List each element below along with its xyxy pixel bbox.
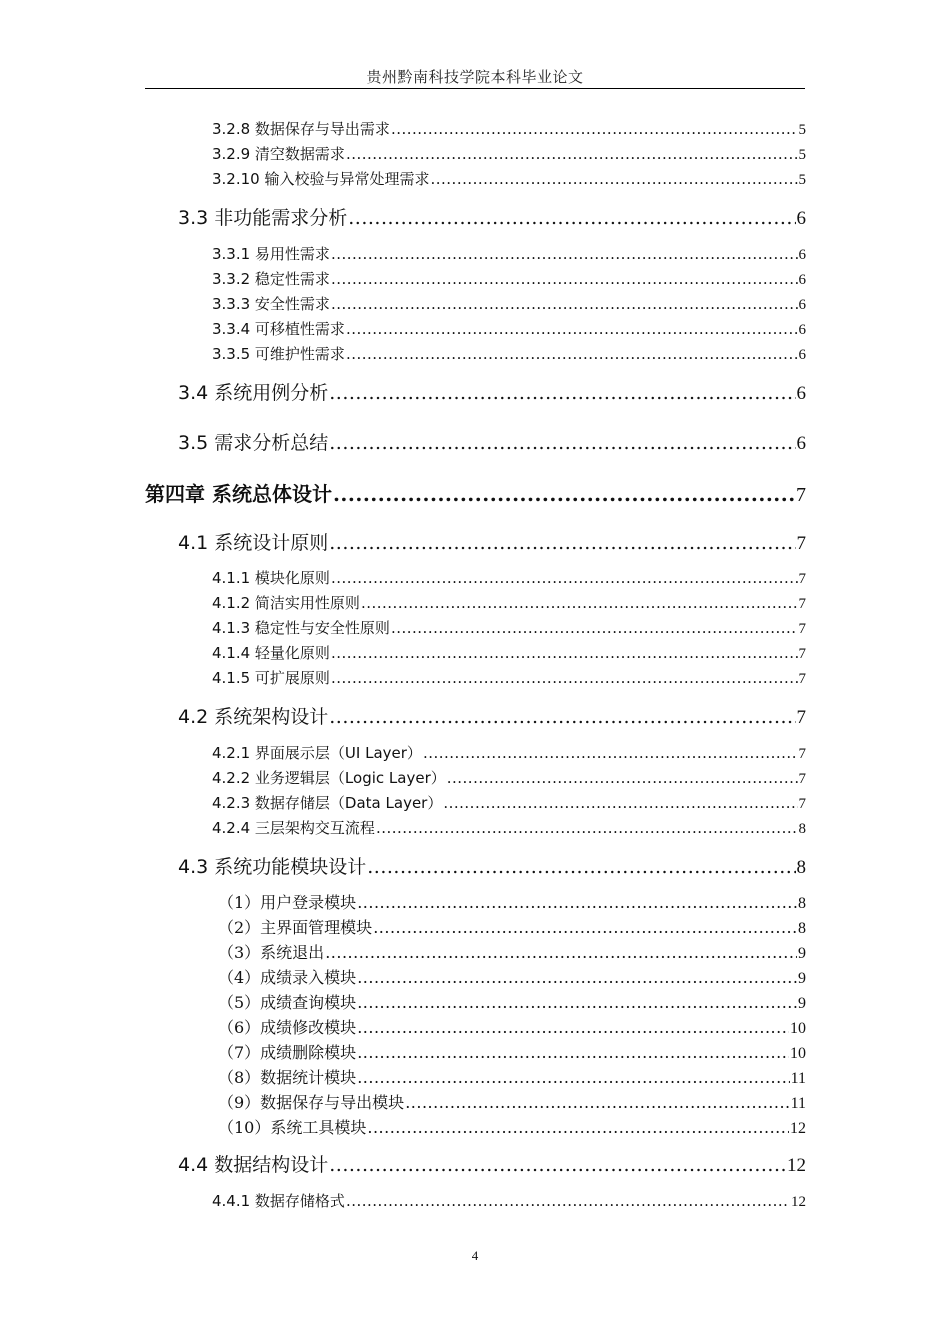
toc-entry-label: （10）系统工具模块 [218,1118,367,1137]
toc-entry-item[interactable] [218,1115,806,1136]
toc-entry-sub[interactable] [212,243,806,263]
toc-entry-page-number: 7 [798,771,806,787]
toc-entry-page-number: 7 [798,796,806,812]
page-number: 4 [471,1248,479,1263]
toc-entry-page-number: 7 [796,707,806,728]
toc-entry-label: 4.2 系统架构设计 [178,706,329,728]
toc-entry-item[interactable] [218,890,806,911]
toc-dot-leader [405,1093,789,1112]
toc-entry-item[interactable] [218,1090,806,1111]
toc-entry-page-number: 9 [798,945,806,962]
toc-dot-leader [361,594,798,612]
toc-dot-leader [391,120,798,138]
toc-entry-item[interactable] [218,940,806,961]
toc-entry-label: （6）成绩修改模块 [218,1018,357,1037]
toc-entry-sub[interactable] [212,792,806,812]
toc-entry-sub[interactable] [212,293,806,313]
toc-entry-label: 3.5 需求分析总结 [178,432,329,454]
toc-entry-page-number: 8 [798,920,806,937]
toc-entry-label: （2）主界面管理模块 [218,918,373,937]
toc-entry-sub[interactable] [212,1190,806,1210]
toc-entry-sub[interactable] [212,168,806,188]
toc-entry-label: 3.3.3 安全性需求 [212,295,330,313]
toc-entry-page-number: 8 [798,821,806,837]
toc-entry-section[interactable] [178,378,806,403]
toc-entry-page-number: 12 [787,1155,806,1176]
toc-entry-label: （1）用户登录模块 [218,893,357,912]
toc-entry-page-number: 7 [798,746,806,762]
toc-dot-leader [443,794,797,812]
toc-entry-page-number: 9 [798,970,806,987]
toc-entry-label: （8）数据统计模块 [218,1068,357,1087]
toc-entry-item[interactable] [218,965,806,986]
toc-entry-label: 4.2.1 界面展示层（UI Layer） [212,744,422,762]
toc-entry-label: （9）数据保存与导出模块 [218,1093,405,1112]
toc-entry-page-number: 6 [796,383,806,404]
toc-entry-section[interactable] [178,702,806,727]
toc-entry-sub[interactable] [212,817,806,837]
toc-entry-label: 4.4 数据结构设计 [178,1154,329,1176]
toc-entry-page-number: 5 [798,122,806,138]
toc-entry-section[interactable] [178,203,806,228]
toc-dot-leader [357,968,797,987]
toc-entry-section[interactable] [178,528,806,553]
toc-entry-item[interactable] [218,1065,806,1086]
toc-dot-leader [329,432,795,454]
toc-entry-page-number: 6 [796,208,806,229]
toc-entry-page-number: 9 [798,995,806,1012]
toc-dot-leader [430,170,797,188]
toc-entry-sub[interactable] [212,767,806,787]
toc-entry-page-number: 6 [798,322,806,338]
toc-dot-leader [348,207,795,229]
toc-dot-leader [357,993,797,1012]
toc-entry-page-number: 7 [796,484,806,506]
toc-entry-page-number: 7 [798,671,806,687]
toc-entry-page-number: 6 [796,433,806,454]
toc-dot-leader [346,320,798,338]
toc-entry-label: 3.2.9 清空数据需求 [212,145,345,163]
toc-entry-label: 3.2.8 数据保存与导出需求 [212,120,390,138]
toc-dot-leader [423,744,798,762]
toc-dot-leader [333,482,795,506]
toc-dot-leader [376,819,798,837]
toc-entry-page-number: 7 [798,621,806,637]
toc-entry-sub[interactable] [212,592,806,612]
toc-entry-sub[interactable] [212,143,806,163]
toc-dot-leader [346,345,798,363]
toc-dot-leader [329,382,795,404]
toc-entry-label: 3.3.4 可移植性需求 [212,320,345,338]
toc-entry-page-number: 12 [791,1194,806,1210]
toc-dot-leader [329,532,795,554]
toc-dot-leader [391,619,798,637]
toc-entry-page-number: 12 [790,1120,806,1137]
toc-entry-sub[interactable] [212,268,806,288]
toc-dot-leader [357,1018,789,1037]
toc-dot-leader [331,270,798,288]
toc-entry-section[interactable] [178,428,806,453]
toc-entry-sub[interactable] [212,667,806,687]
toc-dot-leader [346,145,798,163]
toc-entry-page-number: 11 [790,1095,806,1112]
toc-dot-leader [325,943,797,962]
toc-entry-page-number: 8 [796,857,806,878]
toc-entry-item[interactable] [218,1040,806,1061]
toc-entry-label: （4）成绩录入模块 [218,968,357,987]
toc-entry-label: 4.1.2 简洁实用性原则 [212,594,360,612]
toc-dot-leader [357,893,797,912]
toc-entry-sub[interactable] [212,567,806,587]
toc-entry-label: 4.3 系统功能模块设计 [178,856,367,878]
toc-entry-page-number: 11 [790,1070,806,1087]
toc-entry-chapter[interactable] [145,478,806,504]
toc-dot-leader [367,856,795,878]
toc-entry-page-number: 5 [798,172,806,188]
toc-entry-page-number: 7 [798,571,806,587]
toc-entry-page-number: 7 [796,533,806,554]
toc-entry-label: 4.1 系统设计原则 [178,532,329,554]
toc-entry-section[interactable] [178,852,806,877]
toc-entry-page-number: 7 [798,646,806,662]
toc-entry-label: （5）成绩查询模块 [218,993,357,1012]
toc-entry-item[interactable] [218,990,806,1011]
toc-entry-page-number: 8 [798,895,806,912]
toc-dot-leader [331,295,798,313]
toc-entry-label: 4.2.2 业务逻辑层（Logic Layer） [212,769,446,787]
toc-entry-page-number: 6 [798,347,806,363]
toc-entry-label: 3.3.2 稳定性需求 [212,270,330,288]
toc-entry-page-number: 10 [790,1045,806,1062]
toc-entry-label: （7）成绩删除模块 [218,1043,357,1062]
toc-dot-leader [447,769,798,787]
toc-entry-page-number: 5 [798,147,806,163]
toc-entry-label: 4.1.1 模块化原则 [212,569,330,587]
toc-entry-item[interactable] [218,915,806,936]
toc-dot-leader [367,1118,789,1137]
toc-entry-label: 3.3.5 可维护性需求 [212,345,345,363]
toc-entry-label: 4.1.5 可扩展原则 [212,669,330,687]
toc-entry-label: 3.3.1 易用性需求 [212,245,330,263]
toc-entry-label: 4.1.3 稳定性与安全性原则 [212,619,390,637]
toc-dot-leader [331,569,798,587]
toc-entry-page-number: 10 [790,1020,806,1037]
toc-dot-leader [331,644,798,662]
toc-dot-leader [329,1154,786,1176]
toc-entry-label: （3）系统退出 [218,943,325,962]
toc-entry-label: 4.2.3 数据存储层（Data Layer） [212,794,443,812]
toc-entry-label: 第四章 系统总体设计 [145,482,332,506]
toc-entry-section[interactable] [178,1150,806,1175]
toc-entry-sub[interactable] [212,617,806,637]
toc-entry-label: 3.2.10 输入校验与异常处理需求 [212,170,430,188]
toc-dot-leader [331,669,798,687]
toc-entry-sub[interactable] [212,742,806,762]
toc-entry-page-number: 6 [798,272,806,288]
toc-dot-leader [357,1043,789,1062]
toc-dot-leader [331,245,798,263]
toc-dot-leader [329,706,795,728]
toc-entry-label: 4.4.1 数据存储格式 [212,1192,345,1210]
toc-entry-label: 4.1.4 轻量化原则 [212,644,330,662]
running-header: 贵州黔南科技学院本科毕业论文 [366,68,584,86]
toc-entry-sub[interactable] [212,343,806,363]
toc-entry-sub[interactable] [212,118,806,138]
toc-entry-label: 3.4 系统用例分析 [178,382,329,404]
toc-entry-page-number: 6 [798,297,806,313]
toc-entry-item[interactable] [218,1015,806,1036]
toc-entry-label: 4.2.4 三层架构交互流程 [212,819,375,837]
toc-dot-leader [357,1068,789,1087]
toc-entry-page-number: 6 [798,247,806,263]
toc-dot-leader [346,1192,790,1210]
toc-entry-page-number: 7 [798,596,806,612]
toc-entry-sub[interactable] [212,318,806,338]
toc-dot-leader [373,918,797,937]
toc-entry-sub[interactable] [212,642,806,662]
toc-entry-label: 3.3 非功能需求分析 [178,207,348,229]
